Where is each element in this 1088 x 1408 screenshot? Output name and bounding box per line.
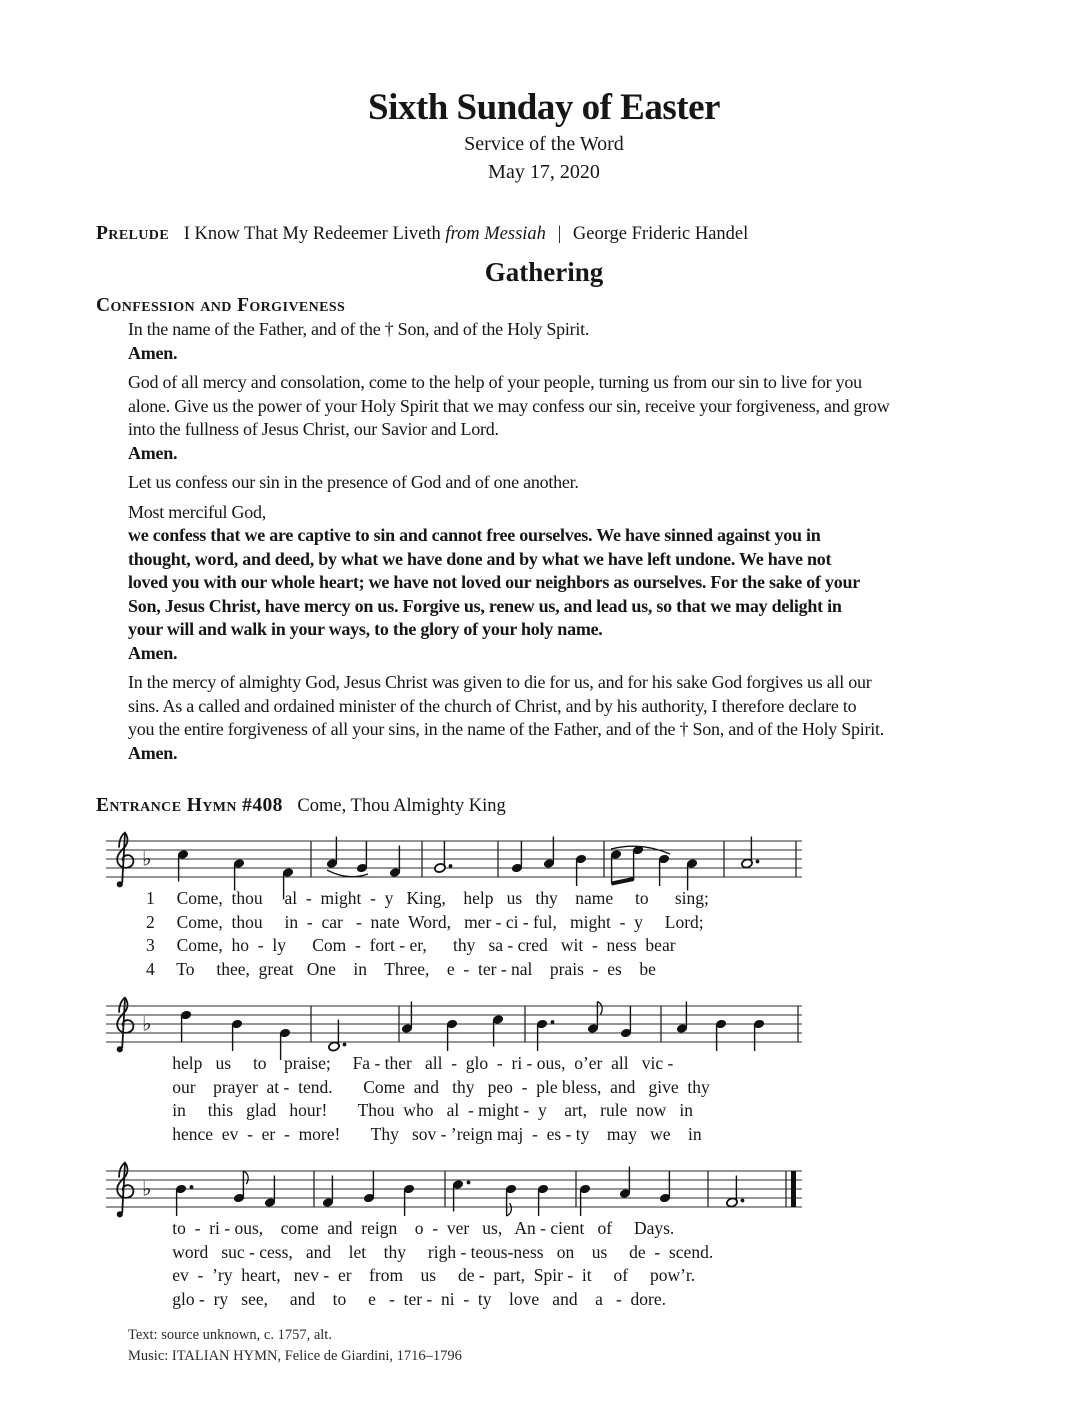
quarter-note bbox=[446, 1019, 458, 1051]
flat-sign-icon: ♭ bbox=[142, 1011, 152, 1036]
quarter-note bbox=[356, 841, 368, 873]
quarter-note bbox=[233, 858, 245, 890]
quarter-note bbox=[363, 1171, 375, 1203]
liturgy-line: Amen. bbox=[128, 342, 178, 363]
prelude-line bbox=[96, 223, 992, 245]
hymn-lyrics bbox=[104, 1217, 992, 1311]
credit-music-line: Music: ITALIAN HYMN, Felice de Giardini, 1716–1796 bbox=[128, 1348, 462, 1364]
liturgy-line: thought, word, and deed, by what we have done and by what we have left undone. We have not bbox=[128, 548, 832, 569]
quarter-note bbox=[175, 1184, 194, 1216]
confession-heading: Confession and Forgiveness bbox=[96, 295, 346, 316]
liturgy-line: into the fullness of Jesus Christ, our Savior and Lord. bbox=[128, 419, 499, 439]
liturgy-line: In the name of the Father, and of the † Son, and of the Holy Spirit. bbox=[128, 319, 590, 339]
quarter-note bbox=[180, 1010, 192, 1042]
liturgy-line: alone. Give us the power of your Holy Spirit that we may confess our sin, receive your forgiveness, and grow bbox=[128, 395, 890, 416]
liturgy-line: we confess that we are captive to sin and cannot free ourselves. We have sinned against you in bbox=[128, 525, 821, 545]
lyric-line: word suc - cess, and let thy righ - teous-ness on us de - scend. bbox=[146, 1241, 714, 1262]
quarter-note bbox=[536, 1019, 555, 1051]
liturgy-line: Most merciful God, bbox=[128, 501, 266, 522]
lyric-line: help us to praise; Fa - ther all - glo - ri - ous, o’er all vic - bbox=[146, 1053, 674, 1073]
confession-text bbox=[96, 318, 992, 765]
entrance-hymn-label: Entrance Hymn #408 bbox=[96, 795, 283, 816]
liturgy-line: Amen. bbox=[128, 742, 178, 763]
lyric-line: 2 Come, thou in - car - nate Word, mer - ci - ful, might - y Lord; bbox=[146, 911, 704, 932]
service-date: May 17, 2020 bbox=[488, 161, 600, 183]
quarter-note bbox=[403, 1184, 415, 1216]
hymn-score bbox=[104, 825, 992, 1311]
eighth-note bbox=[505, 1184, 517, 1216]
prelude-piece: I Know That My Redeemer Liveth bbox=[183, 224, 441, 244]
lyric-line: in this glad hour! Thou who al - might - y art, rule now in bbox=[146, 1100, 693, 1120]
lyric-line: our prayer at - tend. Come and thy peo - ple bless, and give thy bbox=[146, 1076, 710, 1097]
prelude-label: Prelude bbox=[96, 223, 170, 244]
liturgy-line: Amen. bbox=[128, 642, 178, 663]
liturgy-line: God of all mercy and consolation, come to the help of your people, turning us from our sin to live for you bbox=[128, 372, 862, 392]
quarter-note bbox=[231, 1019, 243, 1051]
page-title: Sixth Sunday of Easter bbox=[368, 87, 720, 128]
liturgy-paragraph bbox=[128, 318, 992, 365]
prelude-divider: | bbox=[557, 224, 562, 244]
liturgy-line: Amen. bbox=[128, 442, 178, 463]
quarter-note bbox=[620, 1006, 632, 1038]
quarter-note bbox=[658, 854, 670, 886]
quarter-note bbox=[715, 1019, 727, 1051]
liturgy-paragraph bbox=[128, 471, 992, 495]
liturgy-line: Son, Jesus Christ, have mercy on us. Forgive us, renew us, and lead us, so that we may delight in bbox=[128, 595, 842, 616]
service-subtitle: Service of the Word bbox=[464, 133, 624, 155]
quarter-note bbox=[579, 1184, 591, 1216]
prelude-composer: George Frideric Handel bbox=[572, 224, 749, 244]
hymn-credits bbox=[128, 1325, 992, 1367]
liturgy-line: In the mercy of almighty God, Jesus Christ was given to die for us, and for his sake God forgives us all our bbox=[128, 672, 872, 692]
liturgy-paragraph bbox=[128, 371, 992, 465]
liturgy-line: loved you with our whole heart; we have not loved our neighbors as ourselves. For the sake of your bbox=[128, 572, 861, 592]
liturgy-line: your will and walk in your ways, to the glory of your holy name. bbox=[128, 619, 603, 639]
quarter-note bbox=[537, 1184, 549, 1216]
liturgy-line: you the entire forgiveness of all your sins, in the name of the Father, and of the † Son, and of the Holy Spirit. bbox=[128, 719, 885, 739]
lyric-line: 1 Come, thou al - might - y King, help us thy name to sing; bbox=[146, 888, 709, 908]
quarter-note bbox=[511, 841, 523, 873]
lyric-line: 3 Come, ho - ly Com - fort - er, thy sa - cred wit - ness bear bbox=[146, 935, 676, 955]
hymn-lyrics bbox=[104, 1052, 992, 1146]
entrance-hymn-title: Come, Thou Almighty King bbox=[297, 796, 506, 816]
lyric-line: glo - ry see, and to e - ter - ni - ty love and a - dore. bbox=[146, 1288, 667, 1309]
lyric-line: hence ev - er - more! Thy sov - ’reign maj - es - ty may we in bbox=[146, 1123, 702, 1144]
prelude-piece-source: from Messiah bbox=[445, 224, 546, 244]
flat-sign-icon: ♭ bbox=[142, 1176, 152, 1201]
quarter-note bbox=[575, 854, 587, 886]
lyric-line: 4 To thee, great One in Three, e - ter - nal prais - es be bbox=[146, 958, 656, 979]
liturgy-paragraph bbox=[128, 501, 992, 666]
flat-sign-icon: ♭ bbox=[142, 846, 152, 871]
quarter-note bbox=[659, 1171, 671, 1203]
lyric-line: ev - ’ry heart, nev - er from us de - part, Spir - it of pow’r. bbox=[146, 1265, 696, 1285]
quarter-note bbox=[753, 1019, 765, 1051]
credit-text-line: Text: source unknown, c. 1757, alt. bbox=[128, 1327, 332, 1343]
liturgy-line: Let us confess our sin in the presence of God and of one another. bbox=[128, 472, 579, 492]
hymn-system bbox=[104, 825, 992, 981]
gathering-heading: Gathering bbox=[484, 257, 604, 287]
lyric-line: to - ri - ous, come and reign o - ver us, An - cient of Days. bbox=[146, 1218, 675, 1238]
hymn-lyrics bbox=[104, 887, 992, 981]
liturgy-paragraph bbox=[128, 671, 992, 765]
hymn-system bbox=[104, 990, 992, 1146]
entrance-hymn-line bbox=[96, 795, 992, 817]
hymn-system bbox=[104, 1155, 992, 1311]
quarter-note bbox=[686, 858, 698, 890]
liturgy-line: sins. As a called and ordained minister of the church of Christ, and by his authority, I therefore declare to bbox=[128, 695, 857, 716]
